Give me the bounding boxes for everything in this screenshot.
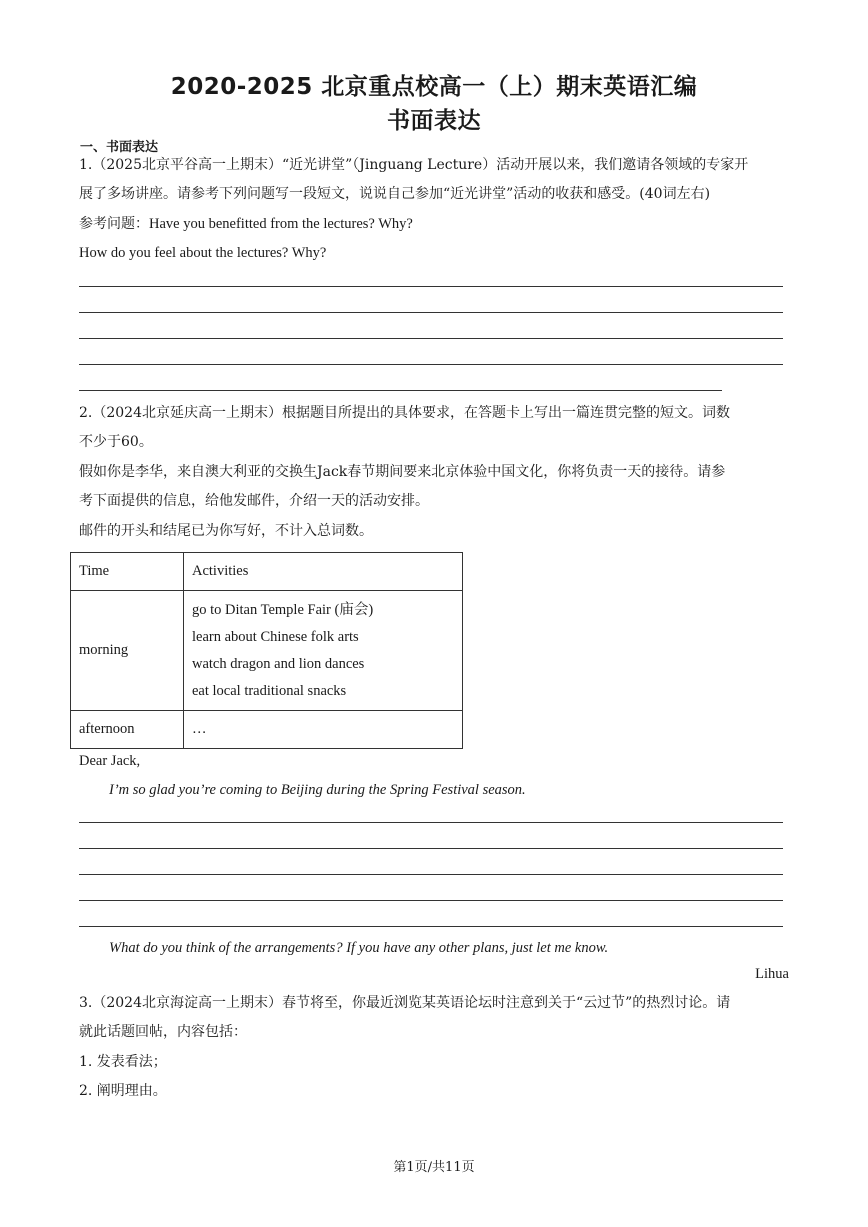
- table-row-afternoon: [71, 711, 463, 749]
- letter-opening: I’m so glad you’re coming to Beijing during the Spring Festival season.: [109, 782, 526, 798]
- schedule-table: [70, 552, 463, 749]
- q2-line1: 2.（2024北京延庆高一上期末）根据题目所提出的具体要求，在答题卡上写出一篇连贯完整的短文。词数: [79, 405, 730, 421]
- table-header-activities: Activities: [184, 553, 463, 591]
- answer-line: [79, 390, 722, 391]
- answer-line: [79, 338, 783, 339]
- q3-item-1: 1. 发表看法；: [79, 1054, 167, 1070]
- q1-ref-label: 参考问题：: [79, 216, 149, 232]
- table-cell-afternoon: afternoon: [71, 711, 184, 749]
- table-cell-morning-activities: [184, 591, 463, 711]
- letter-greeting: Dear Jack,: [79, 753, 141, 769]
- answer-line: [79, 822, 783, 823]
- table-cell-afternoon-activities: …: [184, 711, 463, 749]
- q2-line2: 不少于60。: [79, 434, 153, 450]
- section-heading: 一、书面表达: [80, 140, 159, 155]
- activity-item: go to Ditan Temple Fair (庙会): [192, 601, 374, 618]
- letter-signature: Lihua: [755, 966, 789, 982]
- table-header-time: Time: [71, 553, 184, 591]
- answer-line: [79, 286, 783, 287]
- q1-line2: 展了多场讲座。请参考下列问题写一段短文，说说自己参加“近光讲堂”活动的收获和感受。(40词左右): [79, 186, 711, 202]
- q1-ref-question-1: Have you benefitted from the lectures? Why?: [149, 216, 413, 232]
- q2-line3: 假如你是李华，来自澳大利亚的交换生Jack春节期间要来北京体验中国文化，你将负责一天的接待。请参: [79, 464, 726, 480]
- answer-line: [79, 848, 783, 849]
- answer-line: [79, 900, 783, 901]
- table-row-morning: [71, 591, 463, 711]
- answer-line: [79, 926, 783, 927]
- document-title: 2020-2025 北京重点校高一（上）期末英语汇编: [170, 74, 698, 100]
- table-header-row: [71, 553, 463, 591]
- q3-line1: 3.（2024北京海淀高一上期末）春节将至，你最近浏览某英语论坛时注意到关于“云过节”的热烈讨论。请: [79, 995, 731, 1011]
- q2-line5: 邮件的开头和结尾已为你写好，不计入总词数。: [79, 523, 373, 539]
- activity-item: watch dragon and lion dances: [192, 655, 365, 672]
- answer-line: [79, 364, 783, 365]
- q3-line2: 就此话题回帖，内容包括：: [79, 1024, 247, 1040]
- q2-line4: 考下面提供的信息，给他发邮件，介绍一天的活动安排。: [79, 493, 429, 509]
- answer-line: [79, 874, 783, 875]
- q3-item-2: 2. 阐明理由。: [79, 1083, 167, 1099]
- q1-line1: 1.（2025北京平谷高一上期末）“近光讲堂”（Jinguang Lecture）活动开展以来，我们邀请各领域的专家开: [79, 157, 749, 173]
- activity-item: learn about Chinese folk arts: [192, 628, 359, 645]
- activity-item: eat local traditional snacks: [192, 682, 347, 699]
- table-cell-morning: morning: [71, 591, 184, 711]
- q1-reference: [79, 214, 789, 234]
- answer-line: [79, 312, 783, 313]
- document-subtitle: 书面表达: [387, 108, 481, 134]
- page-number: 第1页/共11页: [393, 1160, 475, 1175]
- letter-closing: What do you think of the arrangements? If you have any other plans, just let me know.: [109, 940, 609, 956]
- q1-ref-question-2: How do you feel about the lectures? Why?: [79, 245, 327, 261]
